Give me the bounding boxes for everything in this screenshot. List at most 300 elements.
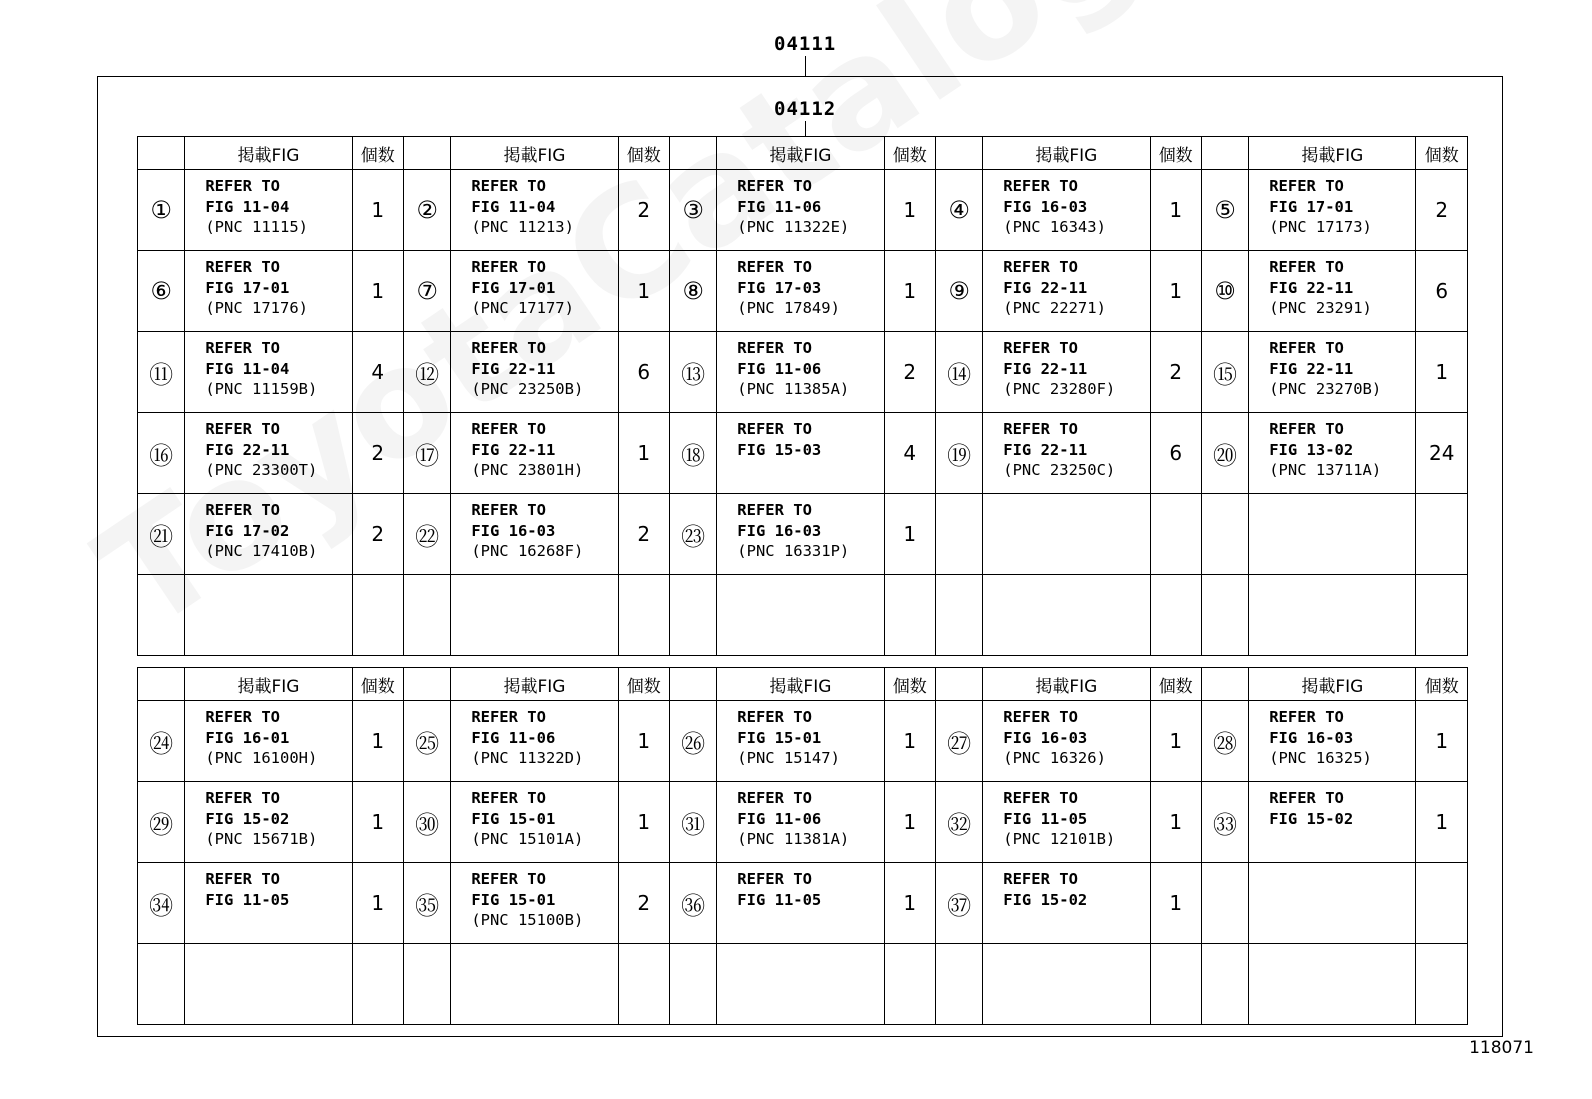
fig-ref-line1: REFER TO xyxy=(205,870,280,888)
fig-reference xyxy=(983,251,1150,332)
item-number: ㊲ xyxy=(935,863,982,944)
fig-ref-pnc: (PNC 15100B) xyxy=(471,911,584,929)
quantity: 1 xyxy=(1150,170,1201,251)
item-number: ㉝ xyxy=(1201,782,1248,863)
fig-ref-line2: FIG 16-03 xyxy=(471,521,556,540)
fig-ref-line1: REFER TO xyxy=(1269,258,1344,276)
fig-ref-line2: FIG 15-01 xyxy=(471,890,556,909)
fig-reference xyxy=(185,701,352,782)
fig-reference xyxy=(983,413,1150,494)
fig-ref-line1: REFER TO xyxy=(1003,177,1078,195)
header-fig-label: 掲載FIG xyxy=(717,668,884,701)
item-number xyxy=(1201,494,1248,575)
fig-ref-line2: FIG 11-04 xyxy=(205,359,290,378)
fig-ref-line1: REFER TO xyxy=(737,258,812,276)
fig-ref-line1: REFER TO xyxy=(205,177,280,195)
header-fig-label: 掲載FIG xyxy=(717,137,884,170)
item-number xyxy=(403,575,450,656)
table-row xyxy=(138,701,1468,782)
item-number: ④ xyxy=(935,170,982,251)
fig-ref-line2: FIG 13-02 xyxy=(1269,440,1354,459)
fig-ref-line1: REFER TO xyxy=(737,708,812,726)
quantity: 2 xyxy=(1150,332,1201,413)
quantity: 1 xyxy=(884,863,935,944)
fig-ref-line1: REFER TO xyxy=(471,789,546,807)
quantity: 2 xyxy=(352,494,403,575)
item-number xyxy=(138,944,185,1025)
item-number xyxy=(935,494,982,575)
header-qty-label: 個数 xyxy=(1150,668,1201,701)
fig-reference xyxy=(717,332,884,413)
item-number: ⑮ xyxy=(1201,332,1248,413)
header-no-cell xyxy=(669,668,716,701)
fig-ref-pnc: (PNC 23291) xyxy=(1269,299,1372,317)
fig-ref-line1: REFER TO xyxy=(1003,339,1078,357)
fig-ref-line2: FIG 22-11 xyxy=(1269,278,1354,297)
fig-ref-line2: FIG 16-03 xyxy=(1269,728,1354,747)
quantity xyxy=(352,944,403,1025)
parts-table-1 xyxy=(137,136,1468,656)
quantity: 1 xyxy=(1150,251,1201,332)
fig-ref-line1: REFER TO xyxy=(471,501,546,519)
table-row xyxy=(138,170,1468,251)
fig-ref-pnc: (PNC 16326) xyxy=(1003,749,1106,767)
fig-ref-line2: FIG 22-11 xyxy=(1003,359,1088,378)
header-qty-label: 個数 xyxy=(618,137,669,170)
fig-ref-pnc: (PNC 11322D) xyxy=(471,749,584,767)
fig-ref-pnc: (PNC 11115) xyxy=(205,218,308,236)
fig-reference xyxy=(185,782,352,863)
quantity: 4 xyxy=(884,413,935,494)
fig-ref-pnc: (PNC 11322E) xyxy=(737,218,850,236)
quantity: 6 xyxy=(1416,251,1468,332)
fig-ref-pnc: (PNC 23280F) xyxy=(1003,380,1116,398)
fig-reference xyxy=(185,170,352,251)
quantity xyxy=(618,944,669,1025)
header-fig-label: 掲載FIG xyxy=(983,668,1150,701)
item-number xyxy=(403,944,450,1025)
quantity: 1 xyxy=(884,782,935,863)
quantity: 1 xyxy=(618,782,669,863)
fig-ref-line1: REFER TO xyxy=(471,420,546,438)
quantity: 1 xyxy=(352,863,403,944)
fig-ref-line2: FIG 11-05 xyxy=(737,890,822,909)
fig-ref-line2: FIG 22-11 xyxy=(1003,440,1088,459)
fig-ref-pnc: (PNC 23300T) xyxy=(205,461,318,479)
header-fig-label: 掲載FIG xyxy=(1249,668,1416,701)
quantity: 2 xyxy=(884,332,935,413)
quantity xyxy=(1150,494,1201,575)
fig-reference xyxy=(1249,170,1416,251)
fig-reference xyxy=(451,575,618,656)
fig-ref-line1: REFER TO xyxy=(205,420,280,438)
fig-ref-pnc: (PNC 23801H) xyxy=(471,461,584,479)
fig-ref-line2: FIG 22-11 xyxy=(1269,359,1354,378)
table-row xyxy=(138,413,1468,494)
fig-ref-pnc: (PNC 17176) xyxy=(205,299,308,317)
quantity: 1 xyxy=(1416,782,1468,863)
header-qty-label: 個数 xyxy=(1416,668,1468,701)
fig-ref-pnc: (PNC 23250B) xyxy=(471,380,584,398)
item-number: ㉘ xyxy=(1201,701,1248,782)
fig-reference xyxy=(983,494,1150,575)
header-no-cell xyxy=(403,137,450,170)
fig-reference xyxy=(1249,251,1416,332)
item-number: ⑰ xyxy=(403,413,450,494)
outer-leader-line xyxy=(805,56,806,76)
quantity: 1 xyxy=(884,701,935,782)
fig-ref-line1: REFER TO xyxy=(471,258,546,276)
fig-reference xyxy=(185,413,352,494)
fig-reference xyxy=(983,944,1150,1025)
item-number: ㉛ xyxy=(669,782,716,863)
fig-reference xyxy=(717,494,884,575)
item-number: ② xyxy=(403,170,450,251)
fig-ref-line1: REFER TO xyxy=(471,870,546,888)
fig-ref-line1: REFER TO xyxy=(737,177,812,195)
header-fig-label: 掲載FIG xyxy=(185,668,352,701)
table-row xyxy=(138,251,1468,332)
quantity: 1 xyxy=(352,701,403,782)
fig-reference xyxy=(983,782,1150,863)
table-row xyxy=(138,863,1468,944)
fig-reference xyxy=(983,575,1150,656)
quantity: 2 xyxy=(1416,170,1468,251)
fig-ref-line2: FIG 15-03 xyxy=(737,440,822,459)
fig-ref-line1: REFER TO xyxy=(205,708,280,726)
fig-reference xyxy=(1249,575,1416,656)
fig-ref-pnc: (PNC 11159B) xyxy=(205,380,318,398)
fig-ref-line2: FIG 15-01 xyxy=(737,728,822,747)
header-qty-label: 個数 xyxy=(1416,137,1468,170)
header-qty-label: 個数 xyxy=(352,668,403,701)
fig-ref-line2: FIG 16-03 xyxy=(737,521,822,540)
fig-ref-line1: REFER TO xyxy=(1003,420,1078,438)
fig-reference xyxy=(717,170,884,251)
quantity: 1 xyxy=(618,413,669,494)
header-fig-label: 掲載FIG xyxy=(185,137,352,170)
quantity xyxy=(1416,944,1468,1025)
quantity: 1 xyxy=(618,251,669,332)
fig-reference xyxy=(717,782,884,863)
item-number: ⑬ xyxy=(669,332,716,413)
fig-ref-pnc: (PNC 11381A) xyxy=(737,830,850,848)
quantity xyxy=(884,575,935,656)
fig-reference xyxy=(1249,332,1416,413)
fig-reference xyxy=(451,332,618,413)
quantity xyxy=(352,575,403,656)
fig-reference xyxy=(717,701,884,782)
fig-reference xyxy=(451,701,618,782)
header-no-cell xyxy=(935,668,982,701)
quantity xyxy=(1416,863,1468,944)
fig-ref-pnc: (PNC 11213) xyxy=(471,218,574,236)
item-number xyxy=(138,575,185,656)
fig-ref-pnc: (PNC 16331P) xyxy=(737,542,850,560)
fig-ref-pnc: (PNC 13711A) xyxy=(1269,461,1382,479)
fig-ref-line1: REFER TO xyxy=(1003,258,1078,276)
fig-ref-line1: REFER TO xyxy=(205,258,280,276)
item-number: ㊱ xyxy=(669,863,716,944)
fig-ref-line2: FIG 15-02 xyxy=(1269,809,1354,828)
quantity: 1 xyxy=(352,170,403,251)
fig-reference xyxy=(717,863,884,944)
quantity: 1 xyxy=(1150,701,1201,782)
fig-ref-line2: FIG 16-03 xyxy=(1003,728,1088,747)
quantity xyxy=(884,944,935,1025)
item-number: ㉕ xyxy=(403,701,450,782)
quantity: 1 xyxy=(352,782,403,863)
quantity: 2 xyxy=(618,170,669,251)
fig-reference xyxy=(1249,701,1416,782)
quantity: 6 xyxy=(618,332,669,413)
fig-ref-line1: REFER TO xyxy=(471,177,546,195)
item-number: ⑳ xyxy=(1201,413,1248,494)
item-number: ③ xyxy=(669,170,716,251)
fig-ref-pnc: (PNC 12101B) xyxy=(1003,830,1116,848)
fig-ref-pnc: (PNC 17173) xyxy=(1269,218,1372,236)
fig-ref-line2: FIG 22-11 xyxy=(1003,278,1088,297)
item-number xyxy=(1201,575,1248,656)
fig-reference xyxy=(185,494,352,575)
fig-reference xyxy=(451,251,618,332)
header-no-cell xyxy=(138,668,185,701)
fig-reference xyxy=(451,413,618,494)
item-number: ㉖ xyxy=(669,701,716,782)
table-row xyxy=(138,494,1468,575)
quantity xyxy=(1150,944,1201,1025)
header-qty-label: 個数 xyxy=(352,137,403,170)
parts-table-2 xyxy=(137,667,1468,1025)
item-number xyxy=(1201,944,1248,1025)
fig-ref-pnc: (PNC 17849) xyxy=(737,299,840,317)
fig-ref-pnc: (PNC 15671B) xyxy=(205,830,318,848)
table-row xyxy=(138,944,1468,1025)
fig-ref-line1: REFER TO xyxy=(471,339,546,357)
fig-reference xyxy=(451,782,618,863)
item-number: ㉞ xyxy=(138,863,185,944)
fig-reference xyxy=(1249,863,1416,944)
item-number: ⑩ xyxy=(1201,251,1248,332)
fig-ref-line1: REFER TO xyxy=(205,339,280,357)
fig-ref-pnc: (PNC 16343) xyxy=(1003,218,1106,236)
quantity: 2 xyxy=(352,413,403,494)
fig-ref-line1: REFER TO xyxy=(737,420,812,438)
item-number: ㉗ xyxy=(935,701,982,782)
inner-leader-line xyxy=(805,121,806,137)
item-number: ㉚ xyxy=(403,782,450,863)
fig-reference xyxy=(717,944,884,1025)
item-number: ⑲ xyxy=(935,413,982,494)
fig-ref-line1: REFER TO xyxy=(471,708,546,726)
fig-ref-line2: FIG 11-05 xyxy=(1003,809,1088,828)
item-number: ⑤ xyxy=(1201,170,1248,251)
fig-reference xyxy=(983,170,1150,251)
fig-ref-line1: REFER TO xyxy=(737,339,812,357)
fig-ref-pnc: (PNC 22271) xyxy=(1003,299,1106,317)
quantity: 1 xyxy=(352,251,403,332)
fig-reference xyxy=(983,332,1150,413)
item-number: ⑦ xyxy=(403,251,450,332)
fig-ref-line2: FIG 17-01 xyxy=(1269,197,1354,216)
header-no-cell xyxy=(935,137,982,170)
quantity: 1 xyxy=(884,170,935,251)
fig-reference xyxy=(185,944,352,1025)
fig-ref-line2: FIG 17-01 xyxy=(471,278,556,297)
fig-reference xyxy=(451,863,618,944)
fig-ref-line1: REFER TO xyxy=(1269,708,1344,726)
table-row xyxy=(138,332,1468,413)
fig-ref-line1: REFER TO xyxy=(205,501,280,519)
outer-assembly-code: 04111 xyxy=(774,33,837,55)
fig-ref-line1: REFER TO xyxy=(1003,708,1078,726)
quantity: 6 xyxy=(1150,413,1201,494)
fig-ref-line2: FIG 22-11 xyxy=(471,359,556,378)
header-row xyxy=(138,137,1468,170)
item-number: ⑪ xyxy=(138,332,185,413)
item-number: ⑭ xyxy=(935,332,982,413)
item-number: ⑯ xyxy=(138,413,185,494)
fig-ref-line2: FIG 15-01 xyxy=(471,809,556,828)
fig-reference xyxy=(1249,494,1416,575)
fig-ref-line1: REFER TO xyxy=(737,789,812,807)
header-no-cell xyxy=(1201,137,1248,170)
fig-reference xyxy=(1249,944,1416,1025)
fig-ref-line1: REFER TO xyxy=(1269,420,1344,438)
fig-ref-pnc: (PNC 16325) xyxy=(1269,749,1372,767)
item-number: ⑧ xyxy=(669,251,716,332)
item-number: ㉓ xyxy=(669,494,716,575)
fig-ref-line2: FIG 15-02 xyxy=(205,809,290,828)
quantity xyxy=(1416,494,1468,575)
fig-ref-pnc: (PNC 15147) xyxy=(737,749,840,767)
fig-ref-pnc: (PNC 23270B) xyxy=(1269,380,1382,398)
header-qty-label: 個数 xyxy=(884,137,935,170)
fig-ref-pnc: (PNC 16268F) xyxy=(471,542,584,560)
item-number: ㉔ xyxy=(138,701,185,782)
item-number: ① xyxy=(138,170,185,251)
item-number: ⑫ xyxy=(403,332,450,413)
item-number: ㉙ xyxy=(138,782,185,863)
quantity xyxy=(1150,575,1201,656)
quantity xyxy=(618,575,669,656)
quantity: 1 xyxy=(1150,782,1201,863)
header-qty-label: 個数 xyxy=(618,668,669,701)
fig-ref-line2: FIG 17-02 xyxy=(205,521,290,540)
header-fig-label: 掲載FIG xyxy=(451,137,618,170)
fig-ref-line2: FIG 11-06 xyxy=(737,809,822,828)
fig-ref-pnc: (PNC 15101A) xyxy=(471,830,584,848)
fig-ref-line2: FIG 11-05 xyxy=(205,890,290,909)
header-fig-label: 掲載FIG xyxy=(983,137,1150,170)
item-number xyxy=(1201,863,1248,944)
fig-ref-line2: FIG 11-06 xyxy=(737,197,822,216)
fig-reference xyxy=(983,863,1150,944)
quantity: 1 xyxy=(618,701,669,782)
quantity: 2 xyxy=(618,863,669,944)
fig-ref-line1: REFER TO xyxy=(1003,789,1078,807)
fig-ref-line2: FIG 17-01 xyxy=(205,278,290,297)
fig-ref-line1: REFER TO xyxy=(1269,177,1344,195)
header-no-cell xyxy=(1201,668,1248,701)
item-number xyxy=(935,575,982,656)
quantity xyxy=(1416,575,1468,656)
inner-assembly-code: 04112 xyxy=(774,98,837,120)
fig-ref-line1: REFER TO xyxy=(737,501,812,519)
item-number xyxy=(669,944,716,1025)
fig-ref-line2: FIG 15-02 xyxy=(1003,890,1088,909)
fig-ref-line1: REFER TO xyxy=(1003,870,1078,888)
quantity: 4 xyxy=(352,332,403,413)
item-number: ⑨ xyxy=(935,251,982,332)
fig-ref-pnc: (PNC 23250C) xyxy=(1003,461,1116,479)
fig-reference xyxy=(1249,782,1416,863)
fig-ref-line2: FIG 22-11 xyxy=(471,440,556,459)
item-number: ⑱ xyxy=(669,413,716,494)
item-number: ㉜ xyxy=(935,782,982,863)
fig-reference xyxy=(451,170,618,251)
quantity: 1 xyxy=(1150,863,1201,944)
table-row xyxy=(138,782,1468,863)
quantity: 2 xyxy=(618,494,669,575)
quantity: 1 xyxy=(1416,701,1468,782)
item-number: ㉟ xyxy=(403,863,450,944)
fig-ref-pnc: (PNC 17410B) xyxy=(205,542,318,560)
fig-ref-line2: FIG 22-11 xyxy=(205,440,290,459)
fig-reference xyxy=(185,332,352,413)
fig-reference xyxy=(717,575,884,656)
fig-reference xyxy=(717,251,884,332)
fig-reference xyxy=(185,575,352,656)
quantity: 1 xyxy=(1416,332,1468,413)
item-number: ⑥ xyxy=(138,251,185,332)
header-no-cell xyxy=(138,137,185,170)
header-no-cell xyxy=(403,668,450,701)
header-qty-label: 個数 xyxy=(1150,137,1201,170)
fig-reference xyxy=(451,494,618,575)
item-number: ㉑ xyxy=(138,494,185,575)
fig-ref-pnc: (PNC 17177) xyxy=(471,299,574,317)
fig-ref-pnc: (PNC 16100H) xyxy=(205,749,318,767)
quantity: 1 xyxy=(884,494,935,575)
fig-ref-line2: FIG 11-04 xyxy=(471,197,556,216)
fig-ref-pnc: (PNC 11385A) xyxy=(737,380,850,398)
quantity: 1 xyxy=(884,251,935,332)
fig-ref-line1: REFER TO xyxy=(205,789,280,807)
fig-ref-line1: REFER TO xyxy=(1269,339,1344,357)
fig-ref-line2: FIG 11-06 xyxy=(737,359,822,378)
fig-ref-line2: FIG 16-03 xyxy=(1003,197,1088,216)
fig-ref-line2: FIG 11-04 xyxy=(205,197,290,216)
header-fig-label: 掲載FIG xyxy=(451,668,618,701)
header-row xyxy=(138,668,1468,701)
item-number xyxy=(669,575,716,656)
fig-ref-line2: FIG 16-01 xyxy=(205,728,290,747)
fig-ref-line1: REFER TO xyxy=(737,870,812,888)
table-row xyxy=(138,575,1468,656)
header-qty-label: 個数 xyxy=(884,668,935,701)
quantity: 24 xyxy=(1416,413,1468,494)
fig-reference xyxy=(185,251,352,332)
document-number: 118071 xyxy=(1469,1038,1534,1058)
header-no-cell xyxy=(669,137,716,170)
fig-ref-line2: FIG 17-03 xyxy=(737,278,822,297)
fig-reference xyxy=(185,863,352,944)
fig-ref-line1: REFER TO xyxy=(1269,789,1344,807)
header-fig-label: 掲載FIG xyxy=(1249,137,1416,170)
fig-ref-line2: FIG 11-06 xyxy=(471,728,556,747)
fig-reference xyxy=(451,944,618,1025)
